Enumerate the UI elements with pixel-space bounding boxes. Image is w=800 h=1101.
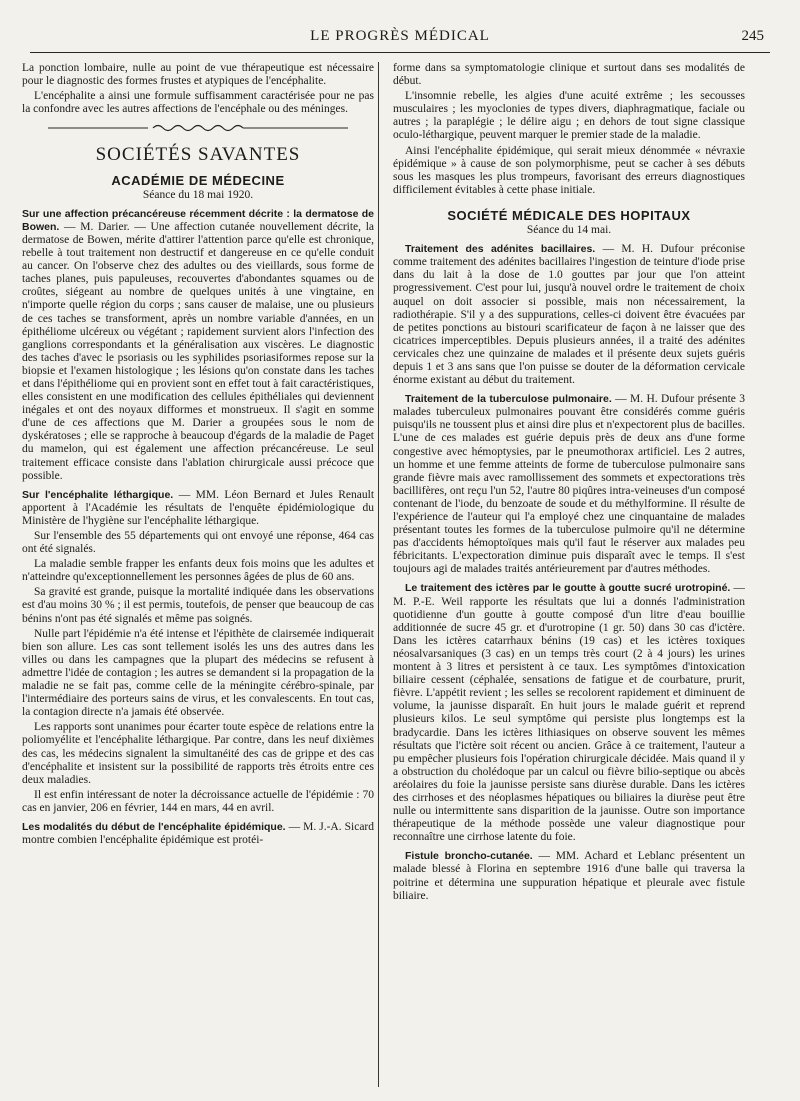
continued-paragraph: L'insomnie rebelle, les algies d'une acuité extrême ; les secousses musculaires ; les myoclonies de types divers, diaphragmatique, faciale ou autres ; la paraplégie ; le délire aigu ; en dehors de tout signe classique oculo-léthargique, peuvent marquer le premier stade de la maladie. (393, 90, 745, 142)
section-title: SOCIÉTÉS SAVANTES (95, 144, 301, 166)
right-column (393, 62, 745, 1087)
article-author: — M. H. Dufour (615, 393, 695, 406)
article-tuberculose (393, 393, 745, 576)
article-title: Traitement de la tuberculose pulmonaire. (405, 393, 612, 406)
article-title: Sur l'encéphalite léthargique. (22, 488, 174, 501)
article-author: — M. H. Dufour (602, 243, 694, 256)
article-author: — MM. Achard et Leblanc (538, 850, 675, 863)
intro-paragraph: L'encéphalite a ainsi une formule suffisamment caractérisée pour ne pas la confondre avec les autres affections de l'encéphale ou des méninges. (22, 90, 374, 116)
article-body: présentent un malade blessé à Florina en septembre 1916 d'une balle qui traversa la poitrine et détermina une suppuration hépatique et pleurale avec fistule biliaire. (393, 850, 745, 902)
article-body: rapporte les résultats que lui a donnés l'administration quotidienne d'un goutte à goutte composé d'un litre d'eau bouillie additionnée de sucre 45 gr. et d'urotropine (1 gr. 50) dans 30 cas d'ictère. Dans les ictères catarrhaux bénins (19 cas) et les ictères toxiques néosalvarsaniques (3 cas) en un temps très court (2 à 4 jours) les urines montent à 3 litres et persistent à ce taux. Les symptômes d'intoxication biliaire cessent (céphalée, sensations de fatigue et de courbature, prurit, fièvre. L'appétit revient ; les selles se recolorent rapidement et diminuent de volume, la jaunisse disparaît. En huit jours le malade guérit et reprend plusieurs kilos. Le seul symptôme qui persiste plus longtemps est la bradycardie. Dans les ictères lithiasiques on observe souvent les mêmes résultats que l'ictère soit récent ou ancien. Grâce à ce traitement, l'auteur a pu empêcher plusieurs fois l'opération chirurgicale décidée. Mais quand il y a obstruction du cholédoque par un calcul ou fièvre bilio-septique ou abcès aréolaires du foie la jaunisse persiste sans diurèse durable. Dans les ictères des cirrhoses et des néoplasmes hépatiques ou biliaires la diurèse peut être nulle ou intermittente sans disparition de la jaunisse. Outre son importance thérapeutique de la méthode possède une valeur diagnostique pour reconnaître une cirrhose latente du foie. (393, 595, 745, 844)
article-author: — MM. Léon Bernard et Jules Renault (178, 488, 374, 501)
article-body: préconise comme traitement des adénites bacillaires l'ingestion de teinture d'iode prise dans du lait à la dose de 1.0 gouttes par jour que l'on atteint progressivement. C'est pour lui, jusqu'à nouvel ordre le traitement de choix auquel on doit associer si possible, mais non nécessairement, la radiothérapie. S'il y a des suppurations, celles-ci doivent être évacuées par de petites ponctions au bistouri scarificateur de façon à ne laisser que des cicatrices imperceptibles. Depuis plusieurs années, il a traité des adénites cervicales chez une quinzaine de malades et il présente deux sujets guéris depuis 1 et 3 ans sans que l'on puisse se douter de la déformation cervicale énorme existant au début du traitement. (393, 243, 745, 387)
article-paragraph: La maladie semble frapper les enfants deux fois moins que les adultes et n'atteindre qu'exceptionnellement les personnes âgées de plus de 60 ans. (22, 558, 374, 584)
running-header (30, 22, 770, 53)
article-author: — M. Darier. (64, 220, 130, 233)
article-body: apportent à l'Académie les résultats de l'enquête épidémiologique du Ministère de l'hygiène sur l'encéphalite léthargique. (22, 501, 374, 527)
article-paragraph: Sur l'ensemble des 55 départements qui ont envoyé une réponse, 464 cas ont été signalés. (22, 530, 374, 556)
left-column (22, 62, 374, 1087)
article-paragraph: Nulle part l'épidémie n'a été intense et l'épithète de clairsemée indiquerait bien son allure. Les cas sont tellement isolés les uns des autres dans les villes ou dans les campagnes que la plupart des médecins se refusent à admettre l'idée de contagion ; les autres se demandent si la propagation de la maladie ne se fait pas, comme celle de la méningite cérébro-spinale, par l'intermédiaire des porteurs sains de virus, et les convalescents. En tout cas, la contagion directe n'a jamais été observée. (22, 627, 374, 719)
article-title: Le traitement des ictères par le goutte à goutte sucré urotropiné. (405, 582, 731, 595)
seance-date: Séance du 14 mai. (526, 224, 612, 237)
journal-title: LE PROGRÈS MÉDICAL (310, 28, 490, 44)
article-paragraph: Sa gravité est grande, puisque la mortalité indiquée dans les observations est d'au moins 30 % ; il est permis, toutefois, de penser que beaucoup de cas bénins n'ont pas été signalés et même pas soignés. (22, 586, 374, 625)
article-adenites (393, 243, 745, 387)
article-dermatose (22, 208, 374, 483)
article-encephalite (22, 489, 374, 528)
article-author: — M. P.-E. Weil (393, 582, 745, 608)
intro-paragraph: La ponction lombaire, nulle au point de vue thérapeutique est nécessaire pour le diagnostic des formes frustes et atypiques de l'encéphalite. (22, 62, 374, 88)
article-icteres (393, 582, 745, 844)
article-title: Traitement des adénites bacillaires. (405, 243, 596, 256)
article-body: montre combien l'encéphalite épidémique est protéi- (22, 834, 264, 847)
societe-title: SOCIÉTÉ MÉDICALE DES HOPITAUX (447, 207, 691, 223)
seance-date: Séance du 18 mai 1920. (142, 188, 254, 201)
page-number: 245 (741, 28, 764, 44)
continued-paragraph: Ainsi l'encéphalite épidémique, qui serait mieux dénommée « névraxie épidémique » à cause de son polymorphisme, peut se cacher à ses débuts sous les masques les plus trompeurs, favorisant des erreurs diagnostiques difficilement évitables à cette phase initiale. (393, 144, 745, 196)
article-title: Les modalités du début de l'encéphalite épidémique. (22, 820, 286, 833)
article-title: Fistule broncho-cutanée. (405, 850, 533, 863)
flourish-ornament (22, 122, 374, 138)
article-author: — M. J.-A. Sicard (288, 820, 374, 833)
article-body: présente 3 malades tuberculeux pulmonaires pouvant être considérés comme guéris puisqu'ils ne toussent plus et ainsi dire plus et n'expectorent plus de bacilles. L'une de ces malades est guérie depuis près de deux ans d'une forme congestive avec hémoptysies, par le pneumothorax artificiel. Les 2 autres, un homme et une femme atteints de forme de tuberculose pulmonaire sans grande fièvre mais avec ramollissement des sommets et expectorations très bacillifères, ont reçu l'un 52, l'autre 80 piqûres intra-veineuses d'un composé contenant de l'iode, du benzoate de soude et du méthylformine. Il résulte de l'expérience de l'auteur qui l'a employé chez une cinquantaine de malades présentant toutes les formes de la tuberculose pulmoire qu'il ne détermine pas d'accidents hémoptoïques mais qu'il faut le réserver aux malades peu fébricitants. L'expectoration diminue puis disparaît avec le temps. Il s'est toujours agi de malades traités antérieurement par d'autres méthodes. (393, 393, 745, 576)
academie-title: ACADÉMIE DE MÉDECINE (111, 172, 285, 188)
column-divider (378, 62, 379, 1087)
article-paragraph: Il est enfin intéressant de noter la décroissance actuelle de l'épidémie : 70 cas en janvier, 206 en février, 144 en mars, 44 en avril. (22, 788, 374, 814)
article-paragraph: Les rapports sont unanimes pour écarter toute espèce de relations entre la poliomyélite et l'encéphalite léthargique. Par contre, dans les neuf dixièmes des cas, les médecins signalent la simultanéité des cas de grippe et des cas d'encéphalite et insistent sur la possibilité de rapports très étroits entre ces deux maladies. (22, 721, 374, 786)
article-modalites (22, 821, 374, 847)
article-body: — Une affection cutanée nouvellement décrite, la dermatose de Bowen, mérite d'attirer l'attention parce qu'elle est chronique, rebelle à tout traitement non destructif et dangereuse en ce qu'elle conduit au cancer. On l'observe chez des adultes ou des vieillards, sous forme de taches planes, puis papuleuses, recouvertes d'abondantes squames ou de croûtes, siégeant au nombre de quelques unités à une vingtaine, en n'importe quelle région du corps ; sans causer de malaise, une ou plusieurs de ces taches se transforment, après un nombre variable d'années, en un épithéliome ulcéreux ou végétant ; rapidement survient alors l'infection des ganglions correspondants et la généralisation aux viscères. Le diagnostic des taches d'avec le psoriasis ou les syphilides psoriasiformes repose sur la biopsie et l'examen histologique ; les lésions qu'on constate dans les taches et dans l'épithéliome qui en provient sont en effet tout à fait caractéristiques, elles consistent en une modification des cellules épithéliales qui deviennent inégales et ont des noyaux difformes et monstrueux. Il s'agit en somme d'une de ces affections que M. Darier a groupées sous le nom de dyskératoses ; elle se rapproche à beaucoup d'égards de la maladie de Paget du mamelon, qui est également une affection précancéreuse. Le seul traitement efficace consiste dans l'ablation chirurgicale aussi précoce que possible. (22, 220, 374, 482)
continued-paragraph: forme dans sa symptomatologie clinique et surtout dans ses modalités de début. (393, 62, 745, 88)
article-title: Sur une affection précancéreuse récemment décrite : la dermatose de Bowen. (22, 207, 374, 233)
article-fistule (393, 850, 745, 902)
